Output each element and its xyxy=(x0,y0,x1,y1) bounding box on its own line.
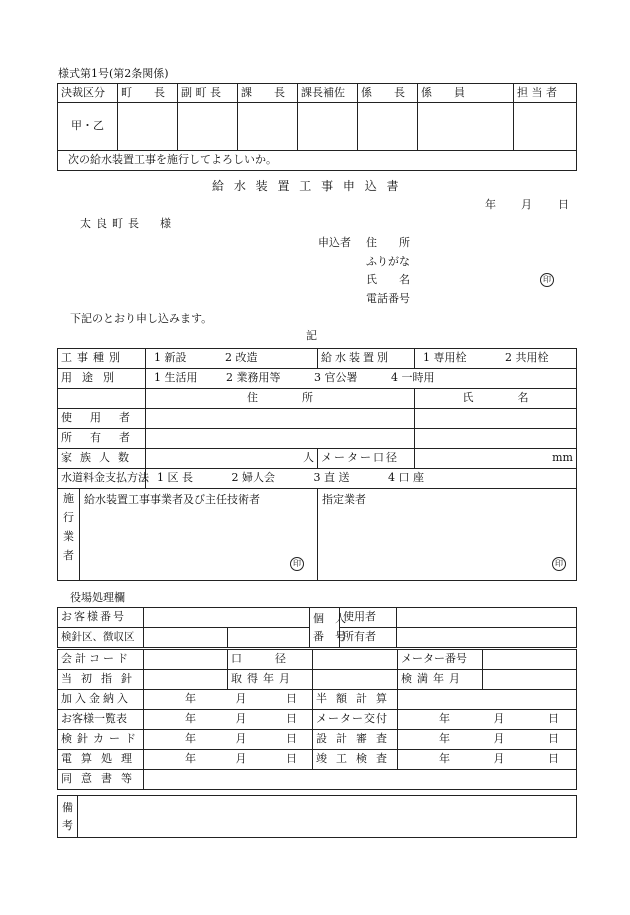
computer-date[interactable]: 年 月 日 xyxy=(144,750,313,770)
stamp-box[interactable] xyxy=(298,103,358,151)
first-reading-field[interactable] xyxy=(144,670,228,690)
header-kessai: 決裁区分 xyxy=(58,84,118,103)
user-label: 使用者 xyxy=(58,409,146,429)
completion-check-date[interactable]: 年 月 日 xyxy=(398,750,577,770)
doc-title: 給 水 装 置 工 事 申 込 書 xyxy=(212,179,402,193)
design-review-label: 設計審査 xyxy=(313,730,398,750)
membership-fee-label: 加入金納入 xyxy=(58,690,144,710)
half-calc-label: 半額計算 xyxy=(313,690,398,710)
acquired-date-label: 取得年月 xyxy=(228,670,313,690)
collection-area-field[interactable] xyxy=(228,628,310,648)
user-name-field[interactable] xyxy=(415,409,577,429)
stamp-box[interactable] xyxy=(358,103,418,151)
individual-user-label: 使用者 xyxy=(340,608,397,628)
design-review-date[interactable]: 年 月 日 xyxy=(398,730,577,750)
header-kacho: 課 長 xyxy=(238,84,298,103)
header-tanto: 担 当 者 xyxy=(514,84,577,103)
address-header: 住 所 xyxy=(146,389,415,409)
date-day: 日 xyxy=(558,198,569,211)
acquired-date-field[interactable] xyxy=(313,670,398,690)
customer-list-label: お客様一覧表 xyxy=(58,710,144,730)
device-type-label: 給水装置別 xyxy=(318,349,415,369)
computer-label: 電算処理 xyxy=(58,750,144,770)
request-text: 次の給水装置工事を施行してよろしいか。 xyxy=(58,151,577,171)
diameter-field[interactable] xyxy=(313,650,398,670)
designated-seal-icon: 印 xyxy=(552,557,566,571)
applicant-address-label: 住 所 xyxy=(366,236,410,249)
meter-delivery-date[interactable]: 年 月 日 xyxy=(398,710,577,730)
membership-fee-date[interactable]: 年 月 日 xyxy=(144,690,313,710)
remarks-table xyxy=(57,795,577,838)
reading-card-label: 検針カード xyxy=(58,730,144,750)
reading-card-date[interactable]: 年 月 日 xyxy=(144,730,313,750)
name-header: 氏 名 xyxy=(415,389,577,409)
remarks-label: 備 考 xyxy=(58,796,78,838)
individual-owner-label: 所有者 xyxy=(340,628,397,648)
form-number: 様式第1号(第2条関係) xyxy=(58,67,169,80)
approval-class-value: 甲・乙 xyxy=(58,103,118,151)
half-calc-field[interactable] xyxy=(398,690,577,710)
individual-user-field[interactable] xyxy=(397,608,577,628)
applicant-label: 申込者 xyxy=(318,236,351,249)
account-code-label: 会計コード xyxy=(58,650,144,670)
applicant-seal-icon: 印 xyxy=(540,273,554,287)
meter-no-field[interactable] xyxy=(483,650,577,670)
customer-list-date[interactable]: 年 月 日 xyxy=(144,710,313,730)
office-table-top xyxy=(57,607,577,648)
date-month: 月 xyxy=(521,198,532,211)
applicant-phone-label: 電話番号 xyxy=(366,292,410,305)
usage-options[interactable]: 1 生活用 2 業務用等 3 官公署 4 一時用 xyxy=(146,369,577,389)
first-reading-label: 当初指針 xyxy=(58,670,144,690)
consent-field[interactable] xyxy=(144,770,577,790)
header-kakaricho: 係 長 xyxy=(358,84,418,103)
meter-field[interactable]: mm xyxy=(415,449,577,469)
designated-cell[interactable] xyxy=(318,489,577,581)
addressee: 太良町長 様 xyxy=(80,217,176,230)
work-type-label: 工事種別 xyxy=(58,349,146,369)
stamp-box[interactable] xyxy=(178,103,238,151)
diameter-label: 口 径 xyxy=(228,650,313,670)
work-type-options[interactable]: 1 新設 2 改造 xyxy=(146,349,318,369)
date-year: 年 xyxy=(485,198,496,211)
contractor-seal-icon: 印 xyxy=(290,557,304,571)
inspection-date-field[interactable] xyxy=(483,670,577,690)
meter-no-label: メーター番号 xyxy=(398,650,483,670)
approval-table xyxy=(57,83,577,171)
customer-no-field[interactable] xyxy=(144,608,310,628)
stamp-box[interactable] xyxy=(514,103,577,151)
family-field[interactable]: 人 xyxy=(146,449,318,469)
contractor-text: 給水装置工事事業者及び主任技術者 xyxy=(84,493,260,506)
office-title: 役場処理欄 xyxy=(70,591,125,604)
individual-no-label: 個 人 番 号 xyxy=(310,608,340,648)
meter-label: メーター口径 xyxy=(318,449,415,469)
device-type-options[interactable]: 1 専用栓 2 共用栓 xyxy=(415,349,577,369)
reading-area-field[interactable] xyxy=(144,628,228,648)
owner-label: 所有者 xyxy=(58,429,146,449)
applicant-furigana-label: ふりがな xyxy=(366,255,410,268)
individual-owner-field[interactable] xyxy=(397,628,577,648)
header-kachohosa: 課長補佐 xyxy=(298,84,358,103)
contractor-vertical-label: 施 行 業 者 xyxy=(58,489,80,581)
stamp-box[interactable] xyxy=(118,103,178,151)
customer-no-label: お客様番号 xyxy=(58,608,144,628)
stamp-box[interactable] xyxy=(418,103,514,151)
stamp-box[interactable] xyxy=(238,103,298,151)
header-kakariin: 係 員 xyxy=(418,84,514,103)
owner-address-field[interactable] xyxy=(146,429,415,449)
header-chocho: 町 長 xyxy=(118,84,178,103)
remarks-field[interactable] xyxy=(78,796,577,838)
ki-heading: 記 xyxy=(306,329,317,342)
contractor-cell[interactable] xyxy=(58,489,318,581)
user-address-field[interactable] xyxy=(146,409,415,429)
intro-text: 下記のとおり申し込みます。 xyxy=(70,312,213,325)
reading-area-label: 検針区、徴収区 xyxy=(58,628,144,648)
usage-label: 用途別 xyxy=(58,369,146,389)
application-table xyxy=(57,348,577,581)
payment-label: 水道料金支払方法 xyxy=(58,469,146,489)
payment-options[interactable]: 1 区 長 2 婦人会 3 直 送 4 口 座 xyxy=(146,469,577,489)
applicant-name-label: 氏 名 xyxy=(366,273,410,286)
inspection-date-label: 検満年月 xyxy=(398,670,483,690)
meter-delivery-label: メーター交付 xyxy=(313,710,398,730)
consent-label: 同意書等 xyxy=(58,770,144,790)
owner-name-field[interactable] xyxy=(415,429,577,449)
completion-check-label: 竣工検査 xyxy=(313,750,398,770)
account-code-field[interactable] xyxy=(144,650,228,670)
family-label: 家族人数 xyxy=(58,449,146,469)
office-table-bottom xyxy=(57,649,577,790)
designated-text: 指定業者 xyxy=(322,493,366,506)
header-fukuchocho: 副 町 長 xyxy=(178,84,238,103)
